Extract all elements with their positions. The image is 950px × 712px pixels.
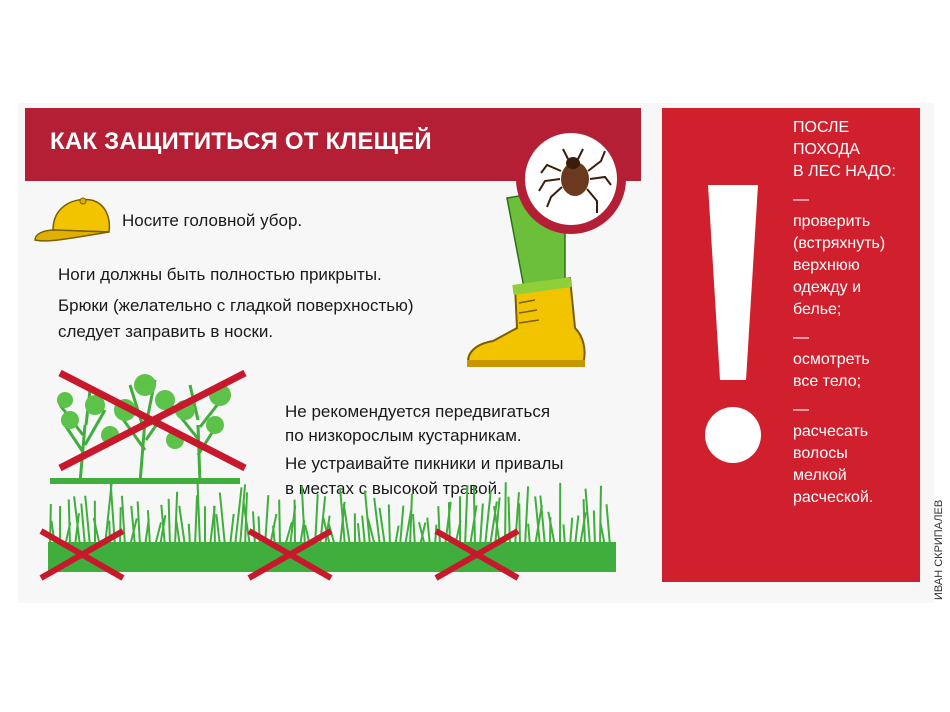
cross-icon	[55, 368, 255, 478]
tick-icon	[513, 121, 633, 241]
tip-hat: Носите головной убор.	[122, 211, 303, 230]
after-hike-text	[793, 117, 918, 515]
tip-trousers-line1: Брюки (желательно с гладкой поверхностью)	[58, 296, 414, 315]
author-credit: ИВАН СКРИПАЛЕВ	[933, 499, 945, 600]
cap-icon	[33, 192, 113, 252]
after-hike-heading: ПОСЛЕ ПОХОДА В ЛЕС НАДО:	[793, 119, 896, 180]
tip-bushes-line2: по низкорослым кустарникам.	[285, 426, 522, 445]
exclamation-icon	[700, 180, 770, 500]
tip-bushes-line1: Не рекомендуется передвигаться	[285, 402, 551, 421]
tip-picnic-line2: в местах с высокой травой.	[285, 479, 502, 498]
after-hike-item-comb: — расчесать волосы мелкой расческой.	[793, 401, 874, 506]
cross-icon	[246, 528, 336, 583]
after-hike-item-inspect: — осмотреть все тело;	[793, 329, 870, 390]
cross-icon	[38, 528, 128, 583]
page-title: КАК ЗАЩИТИТЬСЯ ОТ КЛЕЩЕЙ	[50, 128, 432, 155]
tip-trousers-line2: следует заправить в носки.	[58, 322, 274, 341]
cross-icon	[433, 528, 523, 583]
tip-picnic-line1: Не устраивайте пикники и привалы	[285, 454, 564, 473]
after-hike-item-check: — проверить (встряхнуть) верхнюю одежду и белье;	[793, 191, 886, 318]
tip-legs: Ноги должны быть полностью прикрыты.	[58, 265, 382, 284]
